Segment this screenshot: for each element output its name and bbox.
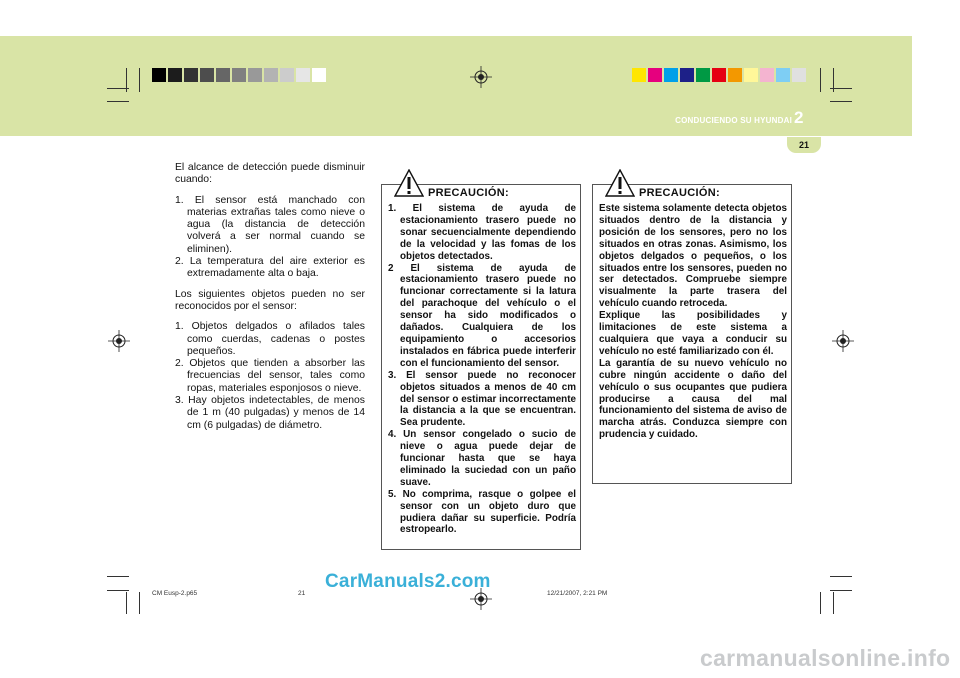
list-item: 4. Un sensor congelado o sucio de nieve o agua puede dejar de funcionar hasta que se haya eliminado la suciedad con un paño suave. bbox=[388, 429, 576, 488]
caution-paragraph: Este sistema solamente detecta objetos situados dentro de la distancia y posición de los sensores, pero no los situados en otras zonas. Asimismo, los objetos delgados o pequeños, o los situados entre los sensores, pueden no ser detectados. Compruebe siempre visualmente la parte trasera del vehículo cuando retroceda. bbox=[599, 203, 787, 310]
color-swatch bbox=[296, 68, 310, 82]
caution-box-parking-assist bbox=[381, 184, 581, 550]
color-swatch bbox=[792, 68, 806, 82]
list-item: 1. Objetos delgados o afilados tales como cuerdas, cadenas o postes pequeños. bbox=[175, 321, 365, 357]
color-swatch bbox=[280, 68, 294, 82]
caution-title: PRECAUCIÓN: bbox=[428, 187, 509, 199]
color-swatch bbox=[680, 68, 694, 82]
list-item: 3. El sensor puede no reconocer objetos situados a menos de 40 cm del sensor o estimar incorrectamente la distancia a la que se encuentran. Sea prudente. bbox=[388, 369, 576, 429]
grayscale-color-bar bbox=[152, 68, 328, 82]
list-item: 1. El sensor está manchado con materias extrañas tales como nieve o agua (la distancia de detección volverá a ser normal cuando se eliminen). bbox=[175, 194, 365, 255]
color-swatch bbox=[696, 68, 710, 82]
watermark-carmanualsonline[interactable]: carmanualsonline.info bbox=[700, 645, 951, 671]
registration-mark-left-icon bbox=[108, 330, 130, 352]
list-item: 2 El sistema de ayuda de estacionamiento trasero puede no funcionar correctamente si la latura del parachoque del vehículo o el sensor ha sido modificados o dañados. Cualquiera de los equipamiento o accesorios instalados en fábrica puede interferir con el funcionamiento del sensor. bbox=[388, 262, 576, 369]
color-swatch bbox=[232, 68, 246, 82]
intro-paragraph-2: Los siguientes objetos pueden no ser reconocidos por el sensor: bbox=[175, 288, 365, 312]
color-swatch bbox=[248, 68, 262, 82]
footer-file-name: CM Eusp-2.p65 bbox=[152, 590, 198, 597]
list-item: 1. El sistema de ayuda de estacionamiento trasero puede no sonar secuencialmente dependiendo de la velocidad y las fomas de los objetos detectados. bbox=[388, 203, 576, 262]
color-swatch bbox=[632, 68, 646, 82]
caution-body bbox=[593, 203, 791, 441]
color-swatch bbox=[216, 68, 230, 82]
color-swatch bbox=[264, 68, 278, 82]
color-swatch bbox=[712, 68, 726, 82]
caution-header bbox=[593, 185, 791, 203]
color-swatch bbox=[184, 68, 198, 82]
caution-header bbox=[382, 185, 580, 203]
color-swatch bbox=[728, 68, 742, 82]
list-item: 5. No comprima, rasque o golpee el sensor con un objeto duro que pudiera dañar su superficie. Podría estropearlo. bbox=[388, 488, 576, 536]
caution-title: PRECAUCIÓN: bbox=[639, 187, 720, 199]
list-item: 2. Objetos que tienden a absorber las frecuencias del sensor, tales como ropas, materiales esponjosos o nieve. bbox=[175, 358, 365, 394]
intro-paragraph: El alcance de detección puede disminuir cuando: bbox=[175, 162, 365, 186]
caution-box-system-limits bbox=[592, 184, 792, 484]
color-swatch bbox=[152, 68, 166, 82]
color-swatch bbox=[744, 68, 758, 82]
caution-paragraph: Explique las posibilidades y limitaciones de este sistema a cualquiera que vaya a conducir su vehículo no esté familiarizado con él. bbox=[599, 310, 787, 357]
chapter-number: 2 bbox=[794, 108, 804, 127]
caution-list bbox=[382, 203, 580, 536]
watermark-carmanuals2[interactable]: CarManuals2.com bbox=[325, 571, 491, 592]
detection-range-list bbox=[175, 195, 365, 281]
color-swatch bbox=[776, 68, 790, 82]
body-column-left bbox=[175, 162, 365, 440]
registration-mark-top-icon bbox=[470, 66, 492, 88]
list-item: 2. La temperatura del aire exterior es extremadamente alta o baja. bbox=[175, 256, 365, 280]
color-swatch bbox=[760, 68, 774, 82]
color-swatch bbox=[200, 68, 214, 82]
process-color-bar bbox=[632, 68, 808, 82]
footer-page: 21 bbox=[298, 590, 306, 597]
warning-triangle-icon bbox=[605, 169, 635, 197]
registration-mark-right-icon bbox=[832, 330, 854, 352]
unrecognized-objects-list bbox=[175, 321, 365, 432]
page-number-tab: 21 bbox=[787, 137, 821, 153]
section-label: CONDUCIENDO SU HYUNDAI bbox=[675, 116, 792, 125]
color-swatch bbox=[168, 68, 182, 82]
list-item: 3. Hay objetos indetectables, de menos de 1 m (40 pulgadas) y menos de 14 cm (6 pulgadas) de diámetro. bbox=[175, 395, 365, 431]
caution-paragraph: La garantía de su nuevo vehículo no cubre ningún accidente o daño del vehículo o sus ocupantes que pudiera producirse a causa del mal funcionamiento del sistema de aviso de marcha atrás. Conduzca siempre con prudencia y cuidado. bbox=[599, 357, 787, 441]
color-swatch bbox=[312, 68, 326, 82]
color-swatch bbox=[648, 68, 662, 82]
warning-triangle-icon bbox=[394, 169, 424, 197]
color-swatch bbox=[664, 68, 678, 82]
footer-date: 12/21/2007, 2:21 PM bbox=[547, 590, 608, 597]
